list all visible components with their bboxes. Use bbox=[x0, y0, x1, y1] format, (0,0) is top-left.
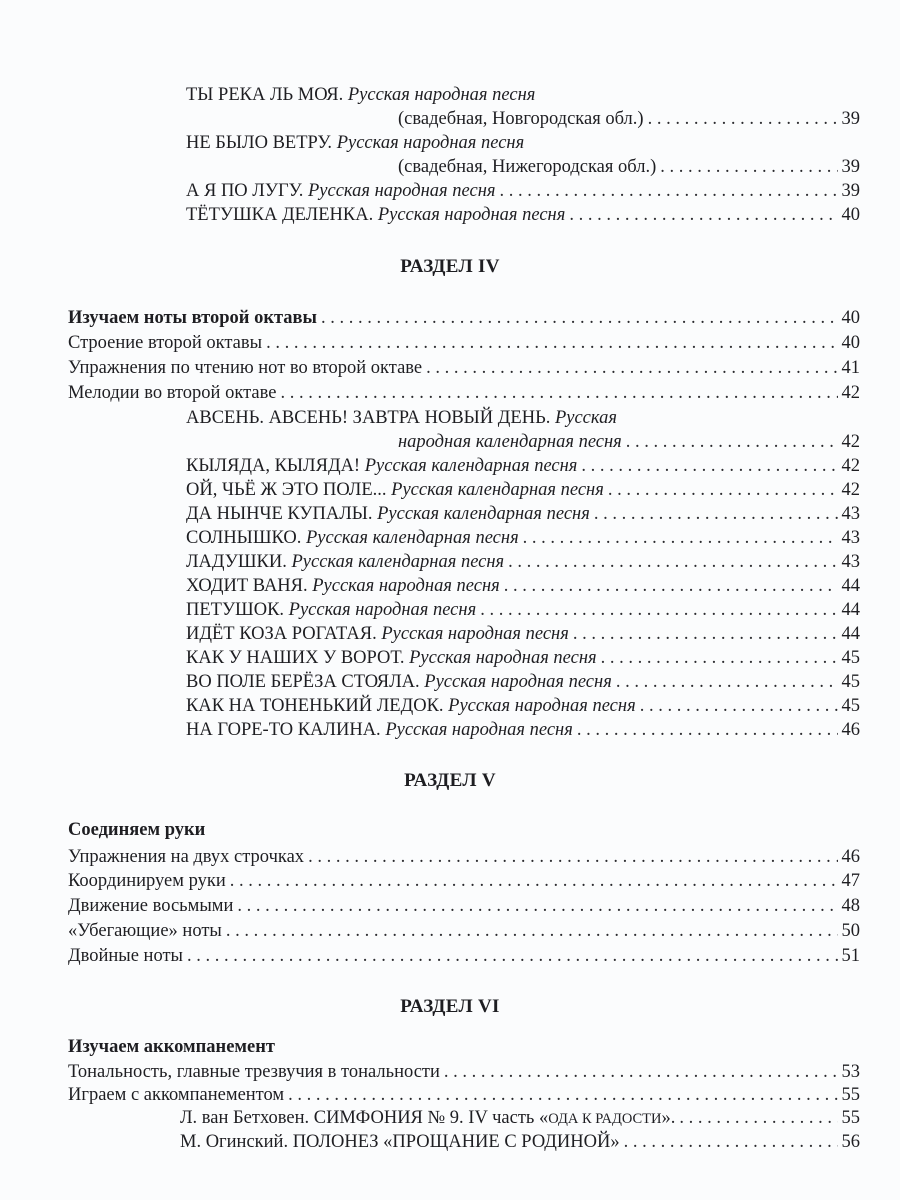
page-number: 43 bbox=[841, 504, 860, 524]
leader-dots bbox=[594, 502, 838, 526]
toc-entry[interactable] bbox=[186, 502, 860, 526]
song-origin: Русская народная песня bbox=[448, 696, 636, 716]
leader-dots bbox=[266, 331, 837, 355]
song-origin: Русская народная песня bbox=[424, 672, 612, 692]
toc-entry[interactable] bbox=[68, 845, 860, 869]
toc-entry[interactable] bbox=[68, 356, 860, 380]
page-number: 43 bbox=[841, 552, 860, 572]
leader-dots bbox=[187, 944, 838, 968]
page-number: 48 bbox=[841, 896, 860, 916]
entry-title bbox=[186, 670, 612, 694]
song-caps: КАК НА ТОНЕНЬКИЙ ЛЕДОК. bbox=[186, 696, 444, 716]
page-number: 42 bbox=[841, 432, 860, 452]
song-caps: КАК У НАШИХ У ВОРОТ. bbox=[186, 648, 405, 668]
toc-entry[interactable] bbox=[186, 454, 860, 478]
toc-entry[interactable] bbox=[186, 526, 860, 550]
leader-dots bbox=[601, 646, 838, 670]
toc-entry[interactable] bbox=[398, 107, 860, 131]
song-caps: ИДЁТ КОЗА РОГАТАЯ. bbox=[186, 624, 377, 644]
piece-suffix: ». bbox=[661, 1108, 676, 1128]
song-caps: ТЫ РЕКА ЛЬ МОЯ. bbox=[186, 85, 344, 105]
entry-title bbox=[186, 526, 519, 550]
toc-entry[interactable] bbox=[68, 894, 860, 918]
page-number: 42 bbox=[841, 383, 860, 403]
entry-title bbox=[180, 1106, 675, 1131]
leader-dots bbox=[624, 1130, 838, 1154]
toc-entry[interactable] bbox=[186, 670, 860, 694]
page-number: 46 bbox=[841, 847, 860, 867]
page-number: 40 bbox=[841, 205, 860, 225]
entry-title: Тональность, главные трезвучия в тональности bbox=[68, 1062, 440, 1082]
song-origin: Русская народная песня bbox=[312, 576, 500, 596]
song-origin: Русская календарная песня bbox=[391, 480, 604, 500]
page-number: 39 bbox=[841, 157, 860, 177]
page-number: 55 bbox=[841, 1085, 860, 1105]
leader-dots bbox=[577, 718, 838, 742]
song-caps: А Я ПО ЛУГУ. bbox=[186, 181, 304, 201]
toc-entry[interactable] bbox=[186, 550, 860, 574]
song-origin: Русская народная песня bbox=[347, 85, 536, 105]
toc-entry[interactable] bbox=[398, 155, 860, 179]
page-number: 45 bbox=[841, 648, 860, 668]
song-origin: Русская народная песня bbox=[307, 181, 496, 201]
leader-dots bbox=[280, 381, 837, 405]
toc-entry[interactable] bbox=[186, 203, 860, 227]
song-origin: Русская календарная песня bbox=[377, 504, 590, 524]
entry-title: Координируем руки bbox=[68, 871, 226, 891]
leader-dots bbox=[616, 670, 838, 694]
song-origin: Русская народная песня bbox=[381, 624, 569, 644]
leader-dots bbox=[626, 430, 838, 454]
leader-dots bbox=[504, 574, 838, 598]
page-number: 53 bbox=[841, 1062, 860, 1082]
leader-dots bbox=[480, 598, 837, 622]
leader-dots bbox=[288, 1083, 837, 1107]
entry-title bbox=[186, 694, 636, 718]
song-caps: КЫЛЯДА, КЫЛЯДА! bbox=[186, 456, 361, 476]
song-origin: Русская календарная песня bbox=[291, 552, 505, 572]
page-number: 44 bbox=[841, 624, 860, 644]
song-caps: ВО ПОЛЕ БЕРЁЗА СТОЯЛА. bbox=[186, 672, 420, 692]
song-origin: Русская календарная песня bbox=[305, 528, 519, 548]
toc-entry[interactable] bbox=[68, 381, 860, 405]
page-number: 46 bbox=[841, 720, 860, 740]
song-origin: Русская народная песня bbox=[377, 205, 566, 225]
leader-dots bbox=[569, 203, 837, 227]
page-number: 42 bbox=[841, 456, 860, 476]
section-heading: РАЗДЕЛ V bbox=[404, 770, 496, 791]
entry-title: Двойные ноты bbox=[68, 946, 183, 966]
leader-dots bbox=[581, 454, 837, 478]
song-caps: НА ГОРЕ-ТО КАЛИНА. bbox=[186, 720, 381, 740]
entry-title bbox=[186, 203, 565, 227]
entry-title: «Убегающие» ноты bbox=[68, 921, 222, 941]
leader-dots bbox=[226, 919, 838, 943]
toc-entry[interactable] bbox=[186, 598, 860, 622]
page-number: 39 bbox=[841, 109, 860, 129]
toc-entry[interactable] bbox=[68, 919, 860, 943]
leader-dots bbox=[573, 622, 838, 646]
leader-dots bbox=[679, 1106, 837, 1130]
toc-entry[interactable] bbox=[186, 478, 860, 502]
leader-dots bbox=[499, 179, 837, 203]
toc-entry[interactable] bbox=[186, 718, 860, 742]
entry-title: Движение восьмыми bbox=[68, 896, 234, 916]
entry-title: Играем с аккомпанементом bbox=[68, 1085, 285, 1105]
leader-dots bbox=[230, 869, 838, 893]
entry-title bbox=[186, 478, 604, 502]
entry-title bbox=[186, 550, 504, 574]
entry-continuation: (свадебная, Новгородская обл.) bbox=[398, 109, 644, 129]
page-number: 47 bbox=[841, 871, 860, 891]
page-number: 45 bbox=[841, 696, 860, 716]
page-number: 39 bbox=[841, 181, 860, 201]
leader-dots bbox=[648, 107, 838, 131]
toc-entry[interactable] bbox=[68, 331, 860, 355]
section-heading: РАЗДЕЛ IV bbox=[400, 256, 500, 277]
entry-title bbox=[186, 646, 597, 670]
entry-title bbox=[186, 502, 590, 526]
page-number: 41 bbox=[841, 358, 860, 378]
toc-entry[interactable] bbox=[180, 1106, 860, 1131]
song-caps: НЕ БЫЛО ВЕТРУ. bbox=[186, 133, 333, 153]
page-number: 40 bbox=[841, 333, 860, 353]
song-origin: Русская народная песня bbox=[336, 133, 525, 153]
toc-entry[interactable] bbox=[186, 622, 860, 646]
toc-entry[interactable] bbox=[186, 179, 860, 203]
toc-entry[interactable] bbox=[68, 869, 860, 893]
song-caps: ТЁТУШКА ДЕЛЕНКА. bbox=[186, 205, 374, 225]
entry-title bbox=[186, 574, 500, 598]
page-number: 50 bbox=[841, 921, 860, 941]
section-heading: РАЗДЕЛ VI bbox=[400, 996, 500, 1017]
subsection-heading: Изучаем аккомпанемент bbox=[68, 1037, 275, 1057]
page-number: 42 bbox=[841, 480, 860, 500]
page-number: 44 bbox=[841, 600, 860, 620]
song-origin: Русская народная песня bbox=[409, 648, 597, 668]
entry-title bbox=[186, 718, 573, 742]
entry-title bbox=[186, 179, 495, 203]
entry-title: Мелодии во второй октаве bbox=[68, 383, 277, 403]
toc-song-title bbox=[186, 406, 617, 430]
entry-title bbox=[186, 598, 476, 622]
toc-song-title bbox=[186, 131, 524, 155]
toc-entry[interactable] bbox=[186, 694, 860, 718]
page-number: 56 bbox=[841, 1132, 860, 1152]
toc-entry[interactable] bbox=[68, 1083, 860, 1107]
page-number: 45 bbox=[841, 672, 860, 692]
song-caps: ПЕТУШОК. bbox=[186, 600, 285, 620]
leader-dots bbox=[608, 478, 838, 502]
leader-dots bbox=[660, 155, 837, 179]
entry-continuation: народная календарная песня bbox=[398, 432, 622, 452]
song-caps: ЛАДУШКИ. bbox=[186, 552, 287, 572]
entry-title: Упражнения по чтению нот во второй октаве bbox=[68, 358, 423, 378]
entry-title: Строение второй октавы bbox=[68, 333, 263, 353]
leader-dots bbox=[640, 694, 838, 718]
page-number: 44 bbox=[841, 576, 860, 596]
song-origin: Русская bbox=[554, 408, 617, 428]
toc-entry[interactable] bbox=[68, 944, 860, 968]
entry-continuation: (свадебная, Нижегородская обл.) bbox=[398, 157, 657, 177]
page-number: 51 bbox=[841, 946, 860, 966]
toc-main-entry[interactable] bbox=[68, 306, 860, 330]
leader-dots bbox=[444, 1060, 838, 1084]
page-number: 40 bbox=[841, 308, 860, 328]
entry-title bbox=[186, 454, 577, 478]
toc-entry[interactable] bbox=[180, 1130, 860, 1154]
leader-dots bbox=[426, 356, 837, 380]
leader-dots bbox=[523, 526, 838, 550]
toc-entry[interactable] bbox=[186, 646, 860, 670]
song-caps: ДА НЫНЧЕ КУПАЛЫ. bbox=[186, 504, 373, 524]
piece-subtitle: ОДА К РАДОСТИ bbox=[548, 1111, 662, 1127]
subsection-heading: Соединяем руки bbox=[68, 820, 206, 840]
toc-song-title bbox=[186, 83, 535, 107]
leader-dots bbox=[321, 306, 838, 330]
song-origin: Русская календарная песня bbox=[364, 456, 578, 476]
song-caps: СОЛНЫШКО. bbox=[186, 528, 302, 548]
leader-dots bbox=[508, 550, 837, 574]
leader-dots bbox=[237, 894, 837, 918]
page-number: 43 bbox=[841, 528, 860, 548]
entry-title: Изучаем ноты второй октавы bbox=[68, 308, 317, 328]
toc-entry[interactable] bbox=[186, 574, 860, 598]
entry-title bbox=[186, 622, 569, 646]
song-origin: Русская народная песня bbox=[288, 600, 477, 620]
piece-title: Л. ван Бетховен. СИМФОНИЯ № 9. IV часть « bbox=[180, 1108, 549, 1128]
leader-dots bbox=[308, 845, 837, 869]
toc-entry[interactable] bbox=[68, 1060, 860, 1084]
song-caps: ХОДИТ ВАНЯ. bbox=[186, 576, 308, 596]
song-caps: ОЙ, ЧЬЁ Ж ЭТО ПОЛЕ... bbox=[186, 480, 387, 500]
toc-entry[interactable] bbox=[398, 430, 860, 454]
song-caps: АВСЕНЬ. АВСЕНЬ! ЗАВТРА НОВЫЙ ДЕНЬ. bbox=[186, 408, 551, 428]
entry-title: М. Огинский. ПОЛОНЕЗ «ПРОЩАНИЕ С РОДИНОЙ» bbox=[180, 1132, 620, 1152]
page-number: 55 bbox=[841, 1108, 860, 1128]
song-origin: Русская народная песня bbox=[385, 720, 573, 740]
entry-title: Упражнения на двух строчках bbox=[68, 847, 305, 867]
